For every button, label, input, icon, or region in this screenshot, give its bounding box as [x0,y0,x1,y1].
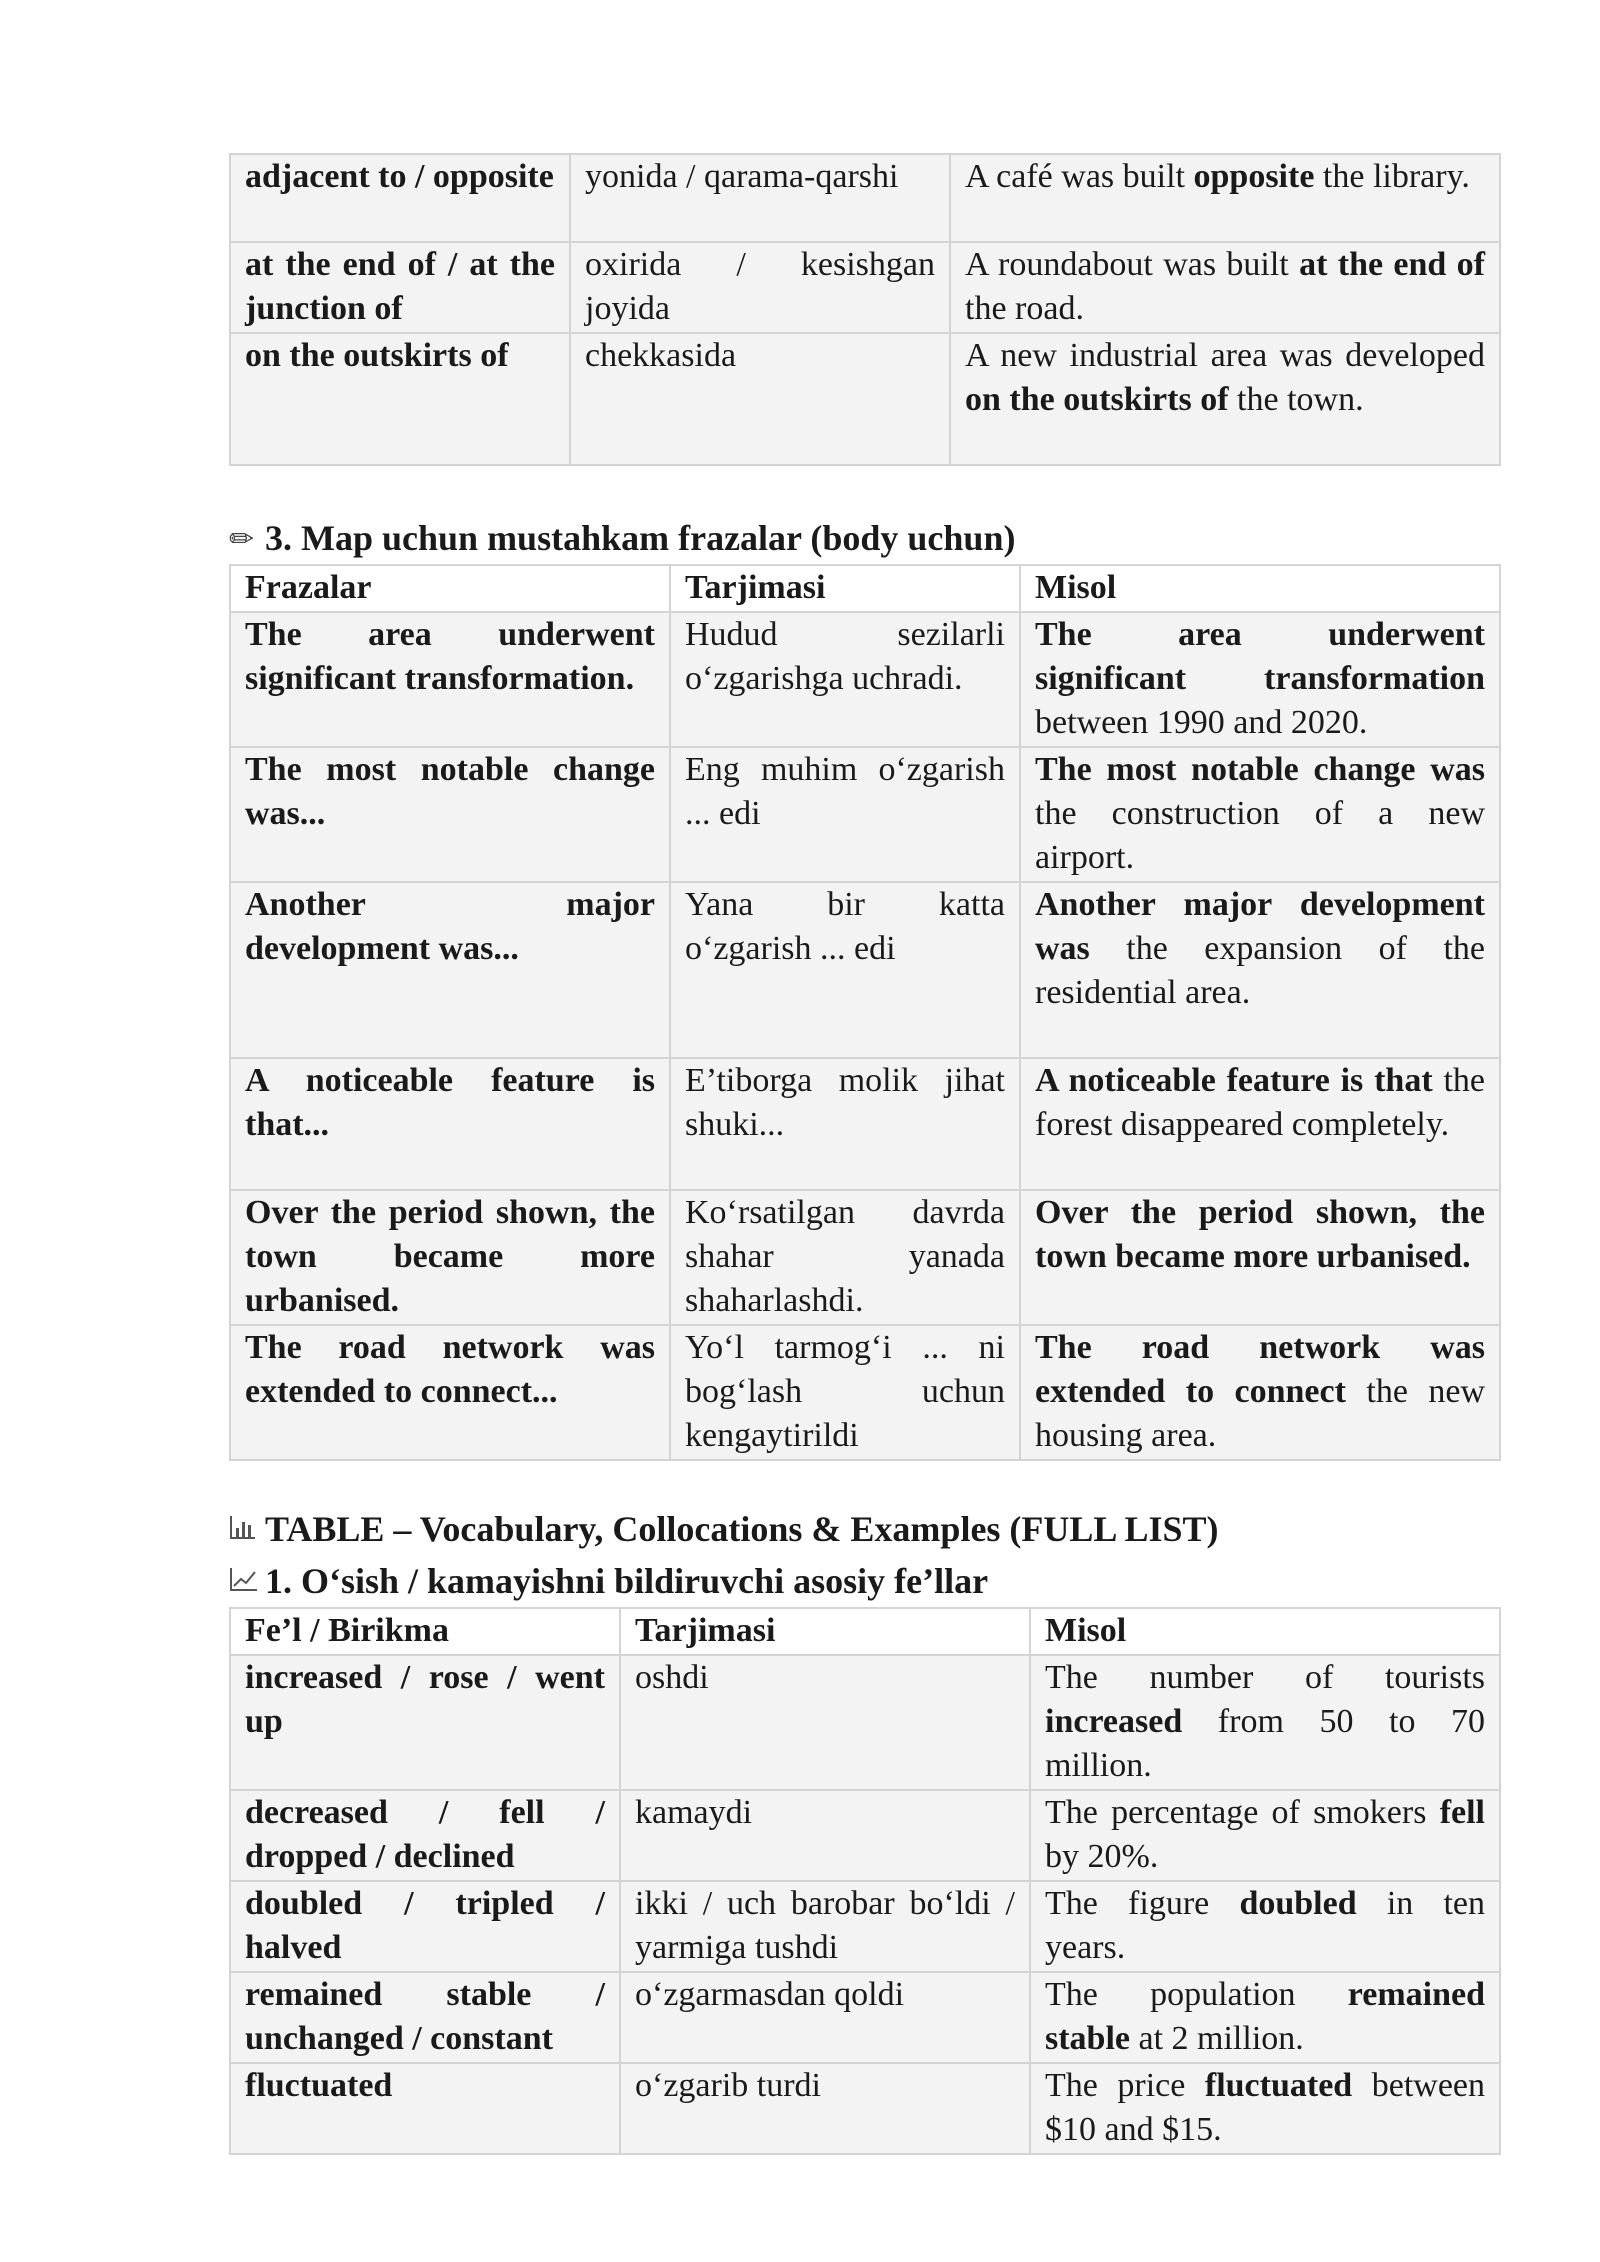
section-1-title [229,1557,1499,1607]
emphasis-text: at the end of [1299,246,1485,283]
phrase-cell: increased / rose / went up [230,1655,620,1790]
column-header-example: Misol [1020,565,1500,612]
table-header-row [230,1608,1500,1655]
emphasis-text: Over the period shown, the town became more urbanised. [1035,1194,1485,1275]
table-row [230,2063,1500,2154]
example-cell: The most notable change was the construction of a new airport. [1020,747,1500,882]
example-cell [1020,1190,1500,1325]
table-row [230,242,1500,333]
emphasis-text: The area underwent significant transformation [1035,616,1485,697]
example-cell: A café was built opposite the library. [950,154,1500,242]
table-row [230,1790,1500,1881]
translation-cell: Yo‘l tarmog‘i ... ni bog‘lash uchun kengaytirildi [670,1325,1020,1460]
phrase-cell: fluctuated [230,2063,620,2154]
phrase-cell: A noticeable feature is that... [230,1058,670,1190]
emphasis-text: Another major development was [1035,886,1485,967]
table-row [230,1325,1500,1460]
table-row [230,1881,1500,1972]
example-cell: The price fluctuated between $10 and $15. [1030,2063,1500,2154]
table-row [230,1058,1500,1190]
column-header-translation: Tarjimasi [670,565,1020,612]
phrase-cell: adjacent to / opposite [230,154,570,242]
example-cell: The area underwent significant transformation between 1990 and 2020. [1020,612,1500,747]
emphasis-text: on the outskirts of [965,381,1229,418]
emphasis-text: The most notable change was [1035,751,1485,788]
phrase-cell: The area underwent significant transformation. [230,612,670,747]
phrase-cell: remained stable / unchanged / constant [230,1972,620,2063]
emphasis-text: increased [1045,1703,1183,1740]
emphasis-text: A noticeable feature is that [1035,1062,1433,1099]
table-heading-text: TABLE – Vocabulary, Collocations & Examples (FULL LIST) [265,1509,1219,1549]
phrase-cell: Another major development was... [230,882,670,1058]
emphasis-text: opposite [1193,158,1315,195]
translation-cell: Eng muhim o‘zgarish ... edi [670,747,1020,882]
translation-cell: oshdi [620,1655,1030,1790]
vocabulary-table-continued [229,153,1501,466]
translation-cell: E’tiborga molik jihat shuki... [670,1058,1020,1190]
map-phrases-table [229,564,1501,1461]
phrase-cell: on the outskirts of [230,333,570,465]
translation-cell: ikki / uch barobar bo‘ldi / yarmiga tushdi [620,1881,1030,1972]
column-header-translation: Tarjimasi [620,1608,1030,1655]
pencil-icon: ✏ [229,522,255,557]
example-cell: A noticeable feature is that the forest disappeared completely. [1020,1058,1500,1190]
table-row [230,1972,1500,2063]
phrase-cell: decreased / fell / dropped / declined [230,1790,620,1881]
document-page [229,153,1499,2155]
line-chart-icon [229,1559,259,1607]
table-row [230,1190,1500,1325]
translation-cell: oxirida / kesishgan joyida [570,242,950,333]
table-heading [229,1505,1499,1555]
section-1-title-text: 1. O‘sish / kamayishni bildiruvchi asosiy fe’llar [265,1561,989,1601]
column-header-verb: Fe’l / Birikma [230,1608,620,1655]
translation-cell: o‘zgarmasdan qoldi [620,1972,1030,2063]
translation-cell: Ko‘rsatilgan davrda shahar yanada shaharlashdi. [670,1190,1020,1325]
phrase-cell: The road network was extended to connect... [230,1325,670,1460]
emphasis-text: remained stable [1045,1976,1485,2057]
emphasis-text: fluctuated [1204,2067,1353,2104]
example-cell: A roundabout was built at the end of the road. [950,242,1500,333]
column-header-phrases: Frazalar [230,565,670,612]
translation-cell: Hudud sezilarli o‘zgarishga uchradi. [670,612,1020,747]
example-cell: The road network was extended to connect the new housing area. [1020,1325,1500,1460]
table-row [230,882,1500,1058]
line-chart-icon-graphic [229,1566,259,1592]
example-cell: A new industrial area was developed on the outskirts of the town. [950,333,1500,465]
verbs-table [229,1607,1501,2155]
translation-cell: o‘zgarib turdi [620,2063,1030,2154]
bar-chart-icon [229,1507,259,1555]
example-cell: The figure doubled in ten years. [1030,1881,1500,1972]
translation-cell: yonida / qarama-qarshi [570,154,950,242]
table-row [230,333,1500,465]
table-row [230,1655,1500,1790]
phrase-cell: Over the period shown, the town became more urbanised. [230,1190,670,1325]
table-row [230,154,1500,242]
column-header-example: Misol [1030,1608,1500,1655]
example-cell: The percentage of smokers fell by 20%. [1030,1790,1500,1881]
emphasis-text: fell [1439,1794,1485,1831]
table-header-row [230,565,1500,612]
emphasis-text: doubled [1239,1885,1357,1922]
example-cell: The population remained stable at 2 million. [1030,1972,1500,2063]
section-3-title [229,514,1499,564]
phrase-cell: The most notable change was... [230,747,670,882]
translation-cell: chekkasida [570,333,950,465]
translation-cell: kamaydi [620,1790,1030,1881]
table-row [230,612,1500,747]
section-3-title-text: 3. Map uchun mustahkam frazalar (body uchun) [265,518,1016,558]
example-cell: The number of tourists increased from 50 to 70 million. [1030,1655,1500,1790]
example-cell: Another major development was the expansion of the residential area. [1020,882,1500,1058]
emphasis-text: The road network was extended to connect [1035,1329,1485,1410]
phrase-cell: at the end of / at the junction of [230,242,570,333]
phrase-cell: doubled / tripled / halved [230,1881,620,1972]
translation-cell: Yana bir katta o‘zgarish ... edi [670,882,1020,1058]
bar-chart-icon-graphic [229,1514,257,1540]
table-row [230,747,1500,882]
